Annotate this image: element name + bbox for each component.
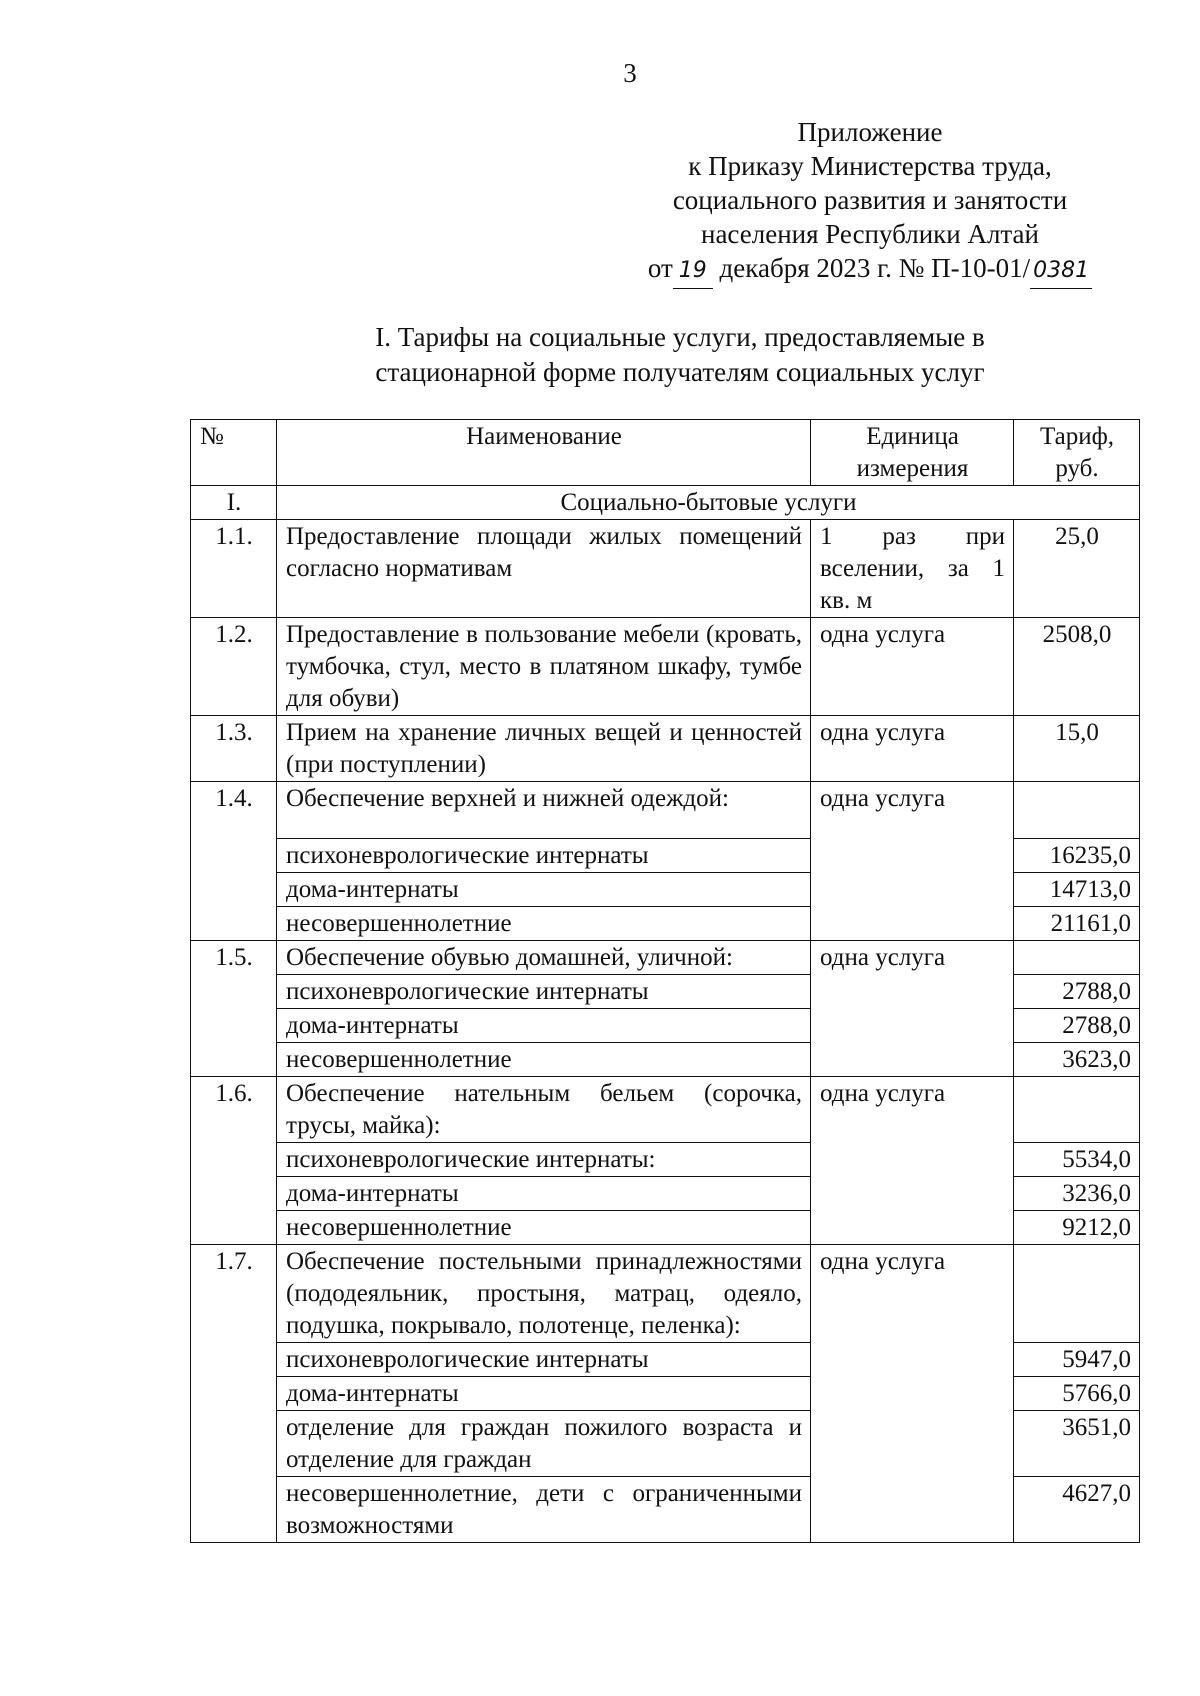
row-name: Обеспечение верхней и нижней одеждой: xyxy=(277,782,811,839)
sub-row-name: психоневрологические интернаты xyxy=(277,1343,811,1377)
row-num: 1.7. xyxy=(191,1245,277,1543)
header-num: № xyxy=(191,420,277,486)
sub-row-name: несовершеннолетние xyxy=(277,1211,811,1245)
row-tariff: 15,0 xyxy=(1014,716,1140,782)
sub-row-name: дома-интернаты xyxy=(277,1177,811,1211)
table-row xyxy=(191,520,1140,618)
row-name: Прием на хранение личных вещей и ценностей (при поступлении) xyxy=(277,716,811,782)
sub-row-name: дома-интернаты xyxy=(277,1009,811,1043)
row-unit: 1 раз при вселении, за 1 кв. м xyxy=(811,520,1014,618)
row-tariff-empty xyxy=(1014,1077,1140,1143)
appendix-header xyxy=(600,115,1140,289)
sub-row-name: несовершеннолетние xyxy=(277,907,811,941)
header-unit-line-1: Единица xyxy=(866,423,959,450)
sub-row-tariff: 2788,0 xyxy=(1014,975,1140,1009)
header-tariff xyxy=(1014,420,1140,486)
sub-row-tariff: 21161,0 xyxy=(1014,907,1140,941)
table-row xyxy=(191,618,1140,716)
row-num: 1.5. xyxy=(191,941,277,1077)
appendix-line-2: к Приказу Министерства труда, xyxy=(688,151,1052,181)
header-tariff-line-2: руб. xyxy=(1055,455,1099,482)
sub-row-name: психоневрологические интернаты xyxy=(277,975,811,1009)
sub-row-name: психоневрологические интернаты: xyxy=(277,1143,811,1177)
sub-row-tariff: 3651,0 xyxy=(1014,1411,1140,1477)
row-tariff-empty xyxy=(1014,1245,1140,1343)
sub-row-tariff: 5534,0 xyxy=(1014,1143,1140,1177)
tariffs-table xyxy=(190,419,1140,1543)
row-unit: одна услуга xyxy=(811,618,1014,716)
table-row xyxy=(191,782,1140,839)
sub-row-name: отделение для граждан пожилого возраста и отделение для граждан xyxy=(277,1411,811,1477)
section-title-line-1: I. Тарифы на социальные услуги, предоставляемые в xyxy=(375,322,985,352)
row-name: Обеспечение нательным бельем (сорочка, трусы, майка): xyxy=(277,1077,811,1143)
row-tariff-empty xyxy=(1014,941,1140,975)
row-name: Предоставление в пользование мебели (кровать, тумбочка, стул, место в платяном шкафу, тумбе для обуви) xyxy=(277,618,811,716)
row-tariff-empty xyxy=(1014,782,1140,839)
header-unit xyxy=(811,420,1014,486)
sub-row-name: дома-интернаты xyxy=(277,1377,811,1411)
header-tariff-line-1: Тариф, xyxy=(1039,423,1115,450)
section-name: Социально-бытовые услуги xyxy=(277,486,1140,520)
table-row xyxy=(191,941,1140,975)
sub-row-tariff: 3623,0 xyxy=(1014,1043,1140,1077)
section-num: I. xyxy=(191,486,277,520)
row-num: 1.6. xyxy=(191,1077,277,1245)
appendix-line-3: социального развития и занятости xyxy=(672,185,1068,215)
row-name: Обеспечение постельными принадлежностями (пододеяльник, простыня, матрац, одеяло, подушка, покрывало, полотенце, пеленка): xyxy=(277,1245,811,1343)
row-unit: одна услуга xyxy=(811,1077,1014,1245)
header-unit-line-2: измерения xyxy=(856,455,969,482)
row-unit: одна услуга xyxy=(811,1245,1014,1543)
row-num: 1.1. xyxy=(191,520,277,618)
page-number: 3 xyxy=(623,58,637,88)
date-middle: декабря 2023 г. № П-10-01/ xyxy=(719,253,1031,283)
row-num: 1.4. xyxy=(191,782,277,941)
sub-row-tariff: 16235,0 xyxy=(1014,839,1140,873)
row-name: Предоставление площади жилых помещений согласно нормативам xyxy=(277,520,811,618)
sub-row-tariff: 5766,0 xyxy=(1014,1377,1140,1411)
section-title-line-2: стационарной форме получателям социальных услуг xyxy=(375,357,985,387)
appendix-date-line xyxy=(600,251,1140,289)
date-prefix: от xyxy=(647,253,673,283)
sub-row-tariff: 14713,0 xyxy=(1014,873,1140,907)
table-row xyxy=(191,1077,1140,1143)
row-num: 1.3. xyxy=(191,716,277,782)
sub-row-name: несовершеннолетние xyxy=(277,1043,811,1077)
sub-row-name: дома-интернаты xyxy=(277,873,811,907)
sub-row-tariff: 2788,0 xyxy=(1014,1009,1140,1043)
header-row xyxy=(191,420,1140,486)
row-num: 1.2. xyxy=(191,618,277,716)
section-title xyxy=(335,320,1025,390)
row-name: Обеспечение обувью домашней, уличной: xyxy=(277,941,811,975)
appendix-line-1: Приложение xyxy=(797,117,943,147)
row-tariff: 2508,0 xyxy=(1014,618,1140,716)
sub-row-tariff: 4627,0 xyxy=(1014,1477,1140,1543)
table-row xyxy=(191,716,1140,782)
row-tariff: 25,0 xyxy=(1014,520,1140,618)
sub-row-name: несовершеннолетние, дети с ограниченными возможностями xyxy=(277,1477,811,1543)
table-row xyxy=(191,1245,1140,1343)
sub-row-tariff: 9212,0 xyxy=(1014,1211,1140,1245)
row-unit: одна услуга xyxy=(811,941,1014,1077)
date-day: 19 xyxy=(673,254,713,289)
header-name: Наименование xyxy=(277,420,811,486)
doc-number: 0381 xyxy=(1030,254,1092,289)
appendix-line-4: населения Республики Алтай xyxy=(701,219,1039,249)
sub-row-tariff: 5947,0 xyxy=(1014,1343,1140,1377)
section-row xyxy=(191,486,1140,520)
sub-row-tariff: 3236,0 xyxy=(1014,1177,1140,1211)
sub-row-name: психоневрологические интернаты xyxy=(277,839,811,873)
row-unit: одна услуга xyxy=(811,782,1014,941)
row-unit: одна услуга xyxy=(811,716,1014,782)
